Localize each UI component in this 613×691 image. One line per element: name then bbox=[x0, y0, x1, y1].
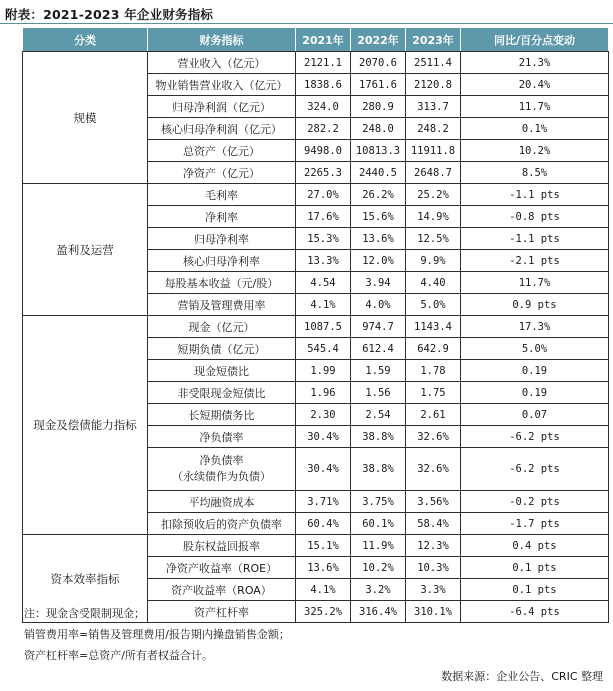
value-2022-cell: 12.0% bbox=[351, 250, 406, 272]
indicator-name-cell: 归母净利率 bbox=[148, 228, 296, 250]
value-2022-cell: 11.9% bbox=[351, 535, 406, 557]
change-cell: -6.2 pts bbox=[461, 426, 609, 448]
header-2022: 2022年 bbox=[351, 28, 406, 52]
change-cell: 0.19 bbox=[461, 382, 609, 404]
indicator-name-cell: 净利率 bbox=[148, 206, 296, 228]
change-cell: -0.8 pts bbox=[461, 206, 609, 228]
indicator-name-cell: 营业收入（亿元） bbox=[148, 52, 296, 74]
change-cell: -2.1 pts bbox=[461, 250, 609, 272]
indicator-name-cell bbox=[148, 448, 296, 491]
indicator-name-cell: 毛利率 bbox=[148, 184, 296, 206]
indicator-name-cell: 核心归母净利润（亿元） bbox=[148, 118, 296, 140]
indicator-name-cell: 平均融资成本 bbox=[148, 491, 296, 513]
indicator-name-cell: 扣除预收后的资产负债率 bbox=[148, 513, 296, 535]
table-row bbox=[23, 316, 609, 338]
value-2021-cell: 2265.3 bbox=[296, 162, 351, 184]
value-2022-cell: 38.8% bbox=[351, 426, 406, 448]
footnote: 销管费用率=销售及管理费用/报告期内操盘销售金额； bbox=[24, 628, 290, 641]
change-cell: 0.19 bbox=[461, 360, 609, 382]
value-2021-cell: 13.3% bbox=[296, 250, 351, 272]
value-2021-cell: 1.96 bbox=[296, 382, 351, 404]
indicator-name-cell: 长短期债务比 bbox=[148, 404, 296, 426]
change-cell: 0.9 pts bbox=[461, 294, 609, 316]
value-2021-cell: 27.0% bbox=[296, 184, 351, 206]
value-2021-cell: 2121.1 bbox=[296, 52, 351, 74]
value-2022-cell: 38.8% bbox=[351, 448, 406, 491]
value-2023-cell: 11911.8 bbox=[406, 140, 461, 162]
change-cell: 10.2% bbox=[461, 140, 609, 162]
change-cell: -0.2 pts bbox=[461, 491, 609, 513]
value-2023-cell: 9.9% bbox=[406, 250, 461, 272]
value-2021-cell: 3.71% bbox=[296, 491, 351, 513]
value-2023-cell: 3.3% bbox=[406, 579, 461, 601]
indicator-name-cell: 净资产收益率（ROE） bbox=[148, 557, 296, 579]
change-cell: 5.0% bbox=[461, 338, 609, 360]
value-2022-cell: 10.2% bbox=[351, 557, 406, 579]
value-2021-cell: 1087.5 bbox=[296, 316, 351, 338]
value-2021-cell: 15.1% bbox=[296, 535, 351, 557]
change-cell: 0.1 pts bbox=[461, 579, 609, 601]
indicator-name-line: （永续债作为负债） bbox=[172, 470, 271, 483]
indicator-name-cell: 物业销售营业收入（亿元） bbox=[148, 74, 296, 96]
category-cell: 现金及偿债能力指标 bbox=[23, 316, 148, 535]
value-2021-cell: 324.0 bbox=[296, 96, 351, 118]
change-cell: 0.1% bbox=[461, 118, 609, 140]
indicator-name-cell: 归母净利润（亿元） bbox=[148, 96, 296, 118]
value-2023-cell: 248.2 bbox=[406, 118, 461, 140]
indicator-name-cell: 短期负债（亿元） bbox=[148, 338, 296, 360]
value-2022-cell: 1.59 bbox=[351, 360, 406, 382]
indicator-name-line: 净负债率 bbox=[199, 454, 244, 467]
change-cell: 0.07 bbox=[461, 404, 609, 426]
value-2023-cell: 313.7 bbox=[406, 96, 461, 118]
value-2023-cell: 1.75 bbox=[406, 382, 461, 404]
value-2021-cell: 325.2% bbox=[296, 601, 351, 623]
value-2021-cell: 4.54 bbox=[296, 272, 351, 294]
title-divider bbox=[0, 23, 613, 24]
value-2023-cell: 12.5% bbox=[406, 228, 461, 250]
value-2022-cell: 3.2% bbox=[351, 579, 406, 601]
category-cell: 规模 bbox=[23, 52, 148, 184]
table-row bbox=[23, 52, 609, 74]
indicator-name-cell: 资产收益率（ROA） bbox=[148, 579, 296, 601]
footnotes bbox=[24, 603, 290, 666]
value-2022-cell: 26.2% bbox=[351, 184, 406, 206]
value-2021-cell: 15.3% bbox=[296, 228, 351, 250]
change-cell: 8.5% bbox=[461, 162, 609, 184]
value-2021-cell: 17.6% bbox=[296, 206, 351, 228]
value-2022-cell: 60.1% bbox=[351, 513, 406, 535]
value-2021-cell: 4.1% bbox=[296, 294, 351, 316]
header-2021: 2021年 bbox=[296, 28, 351, 52]
value-2022-cell: 2440.5 bbox=[351, 162, 406, 184]
indicator-name-cell: 净负债率 bbox=[148, 426, 296, 448]
indicator-name-cell: 现金短债比 bbox=[148, 360, 296, 382]
category-cell: 盈利及运营 bbox=[23, 184, 148, 316]
change-cell: 21.3% bbox=[461, 52, 609, 74]
value-2021-cell: 30.4% bbox=[296, 448, 351, 491]
change-cell: -1.7 pts bbox=[461, 513, 609, 535]
change-cell: -1.1 pts bbox=[461, 184, 609, 206]
value-2021-cell: 9498.0 bbox=[296, 140, 351, 162]
value-2023-cell: 32.6% bbox=[406, 448, 461, 491]
value-2023-cell: 1143.4 bbox=[406, 316, 461, 338]
indicator-name-cell: 资产杠杆率 bbox=[148, 601, 296, 623]
value-2023-cell: 32.6% bbox=[406, 426, 461, 448]
indicator-name-cell: 核心归母净利率 bbox=[148, 250, 296, 272]
value-2021-cell: 30.4% bbox=[296, 426, 351, 448]
financial-indicators-table bbox=[22, 27, 609, 623]
value-2022-cell: 15.6% bbox=[351, 206, 406, 228]
footnote: 注：现金含受限制现金； bbox=[24, 607, 145, 620]
value-2023-cell: 14.9% bbox=[406, 206, 461, 228]
change-cell: 17.3% bbox=[461, 316, 609, 338]
header-change: 同比/百分点变动 bbox=[461, 28, 609, 52]
value-2021-cell: 4.1% bbox=[296, 579, 351, 601]
indicator-name-cell: 每股基本收益（元/股） bbox=[148, 272, 296, 294]
change-cell: 0.1 pts bbox=[461, 557, 609, 579]
value-2021-cell: 545.4 bbox=[296, 338, 351, 360]
value-2022-cell: 10813.3 bbox=[351, 140, 406, 162]
value-2023-cell: 3.56% bbox=[406, 491, 461, 513]
value-2022-cell: 13.6% bbox=[351, 228, 406, 250]
value-2022-cell: 3.94 bbox=[351, 272, 406, 294]
indicator-name-cell: 净资产（亿元） bbox=[148, 162, 296, 184]
footnote: 资产杠杆率=总资产/所有者权益合计。 bbox=[24, 649, 213, 662]
indicator-name-cell: 非受限现金短债比 bbox=[148, 382, 296, 404]
value-2021-cell: 1.99 bbox=[296, 360, 351, 382]
change-cell: 11.7% bbox=[461, 272, 609, 294]
value-2023-cell: 2648.7 bbox=[406, 162, 461, 184]
value-2022-cell: 248.0 bbox=[351, 118, 406, 140]
value-2023-cell: 25.2% bbox=[406, 184, 461, 206]
value-2021-cell: 13.6% bbox=[296, 557, 351, 579]
data-source: 数据来源：企业公告、CRIC 整理 bbox=[441, 670, 603, 683]
value-2022-cell: 2070.6 bbox=[351, 52, 406, 74]
value-2022-cell: 1761.6 bbox=[351, 74, 406, 96]
category-cell: 资本效率指标 bbox=[23, 535, 148, 623]
value-2021-cell: 1838.6 bbox=[296, 74, 351, 96]
value-2022-cell: 4.0% bbox=[351, 294, 406, 316]
indicator-name-cell: 现金（亿元） bbox=[148, 316, 296, 338]
value-2022-cell: 280.9 bbox=[351, 96, 406, 118]
value-2023-cell: 2120.8 bbox=[406, 74, 461, 96]
table-row bbox=[23, 535, 609, 557]
table-body bbox=[23, 52, 609, 623]
header-2023: 2023年 bbox=[406, 28, 461, 52]
change-cell: 20.4% bbox=[461, 74, 609, 96]
change-cell: 11.7% bbox=[461, 96, 609, 118]
value-2023-cell: 4.40 bbox=[406, 272, 461, 294]
header-indicator: 财务指标 bbox=[148, 28, 296, 52]
indicator-name-cell: 股东权益回报率 bbox=[148, 535, 296, 557]
header-category: 分类 bbox=[23, 28, 148, 52]
value-2022-cell: 2.54 bbox=[351, 404, 406, 426]
value-2021-cell: 60.4% bbox=[296, 513, 351, 535]
value-2022-cell: 1.56 bbox=[351, 382, 406, 404]
value-2023-cell: 2.61 bbox=[406, 404, 461, 426]
value-2022-cell: 612.4 bbox=[351, 338, 406, 360]
table-title: 附表：2021-2023 年企业财务指标 bbox=[5, 7, 214, 22]
change-cell: -6.4 pts bbox=[461, 601, 609, 623]
indicator-name-cell: 营销及管理费用率 bbox=[148, 294, 296, 316]
value-2022-cell: 974.7 bbox=[351, 316, 406, 338]
table-header-row bbox=[23, 28, 609, 52]
value-2023-cell: 310.1% bbox=[406, 601, 461, 623]
value-2023-cell: 1.78 bbox=[406, 360, 461, 382]
value-2023-cell: 12.3% bbox=[406, 535, 461, 557]
value-2023-cell: 5.0% bbox=[406, 294, 461, 316]
value-2022-cell: 316.4% bbox=[351, 601, 406, 623]
value-2023-cell: 58.4% bbox=[406, 513, 461, 535]
value-2023-cell: 2511.4 bbox=[406, 52, 461, 74]
change-cell: -1.1 pts bbox=[461, 228, 609, 250]
change-cell: -6.2 pts bbox=[461, 448, 609, 491]
value-2023-cell: 10.3% bbox=[406, 557, 461, 579]
change-cell: 0.4 pts bbox=[461, 535, 609, 557]
indicator-name-cell: 总资产（亿元） bbox=[148, 140, 296, 162]
value-2022-cell: 3.75% bbox=[351, 491, 406, 513]
value-2021-cell: 2.30 bbox=[296, 404, 351, 426]
value-2023-cell: 642.9 bbox=[406, 338, 461, 360]
table-row bbox=[23, 184, 609, 206]
value-2021-cell: 282.2 bbox=[296, 118, 351, 140]
